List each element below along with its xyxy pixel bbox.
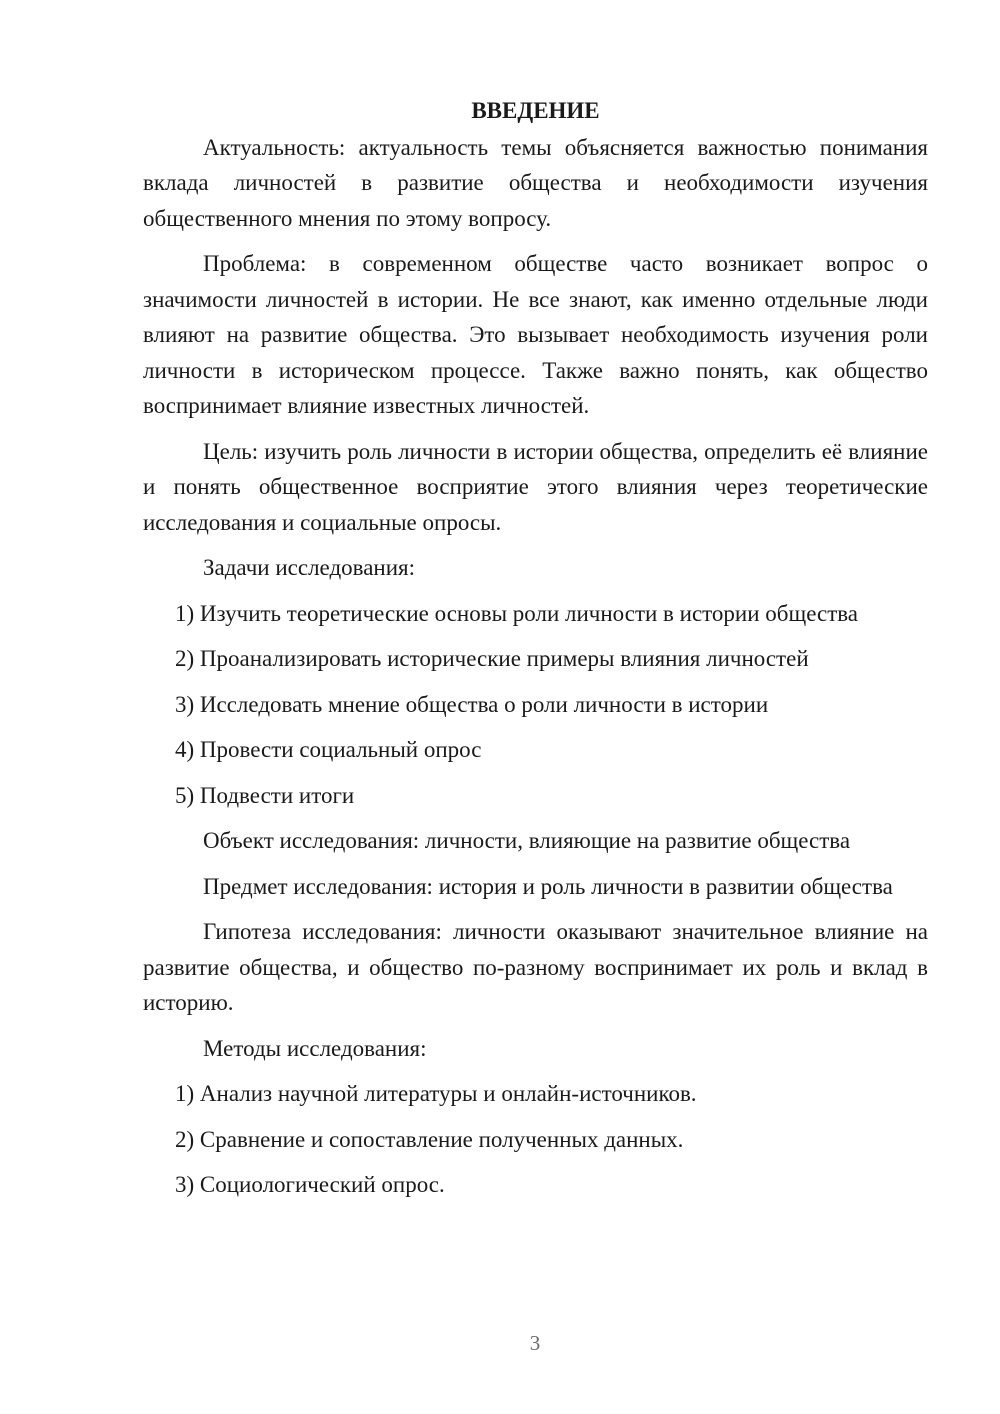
methods-heading: Методы исследования: [203,1035,427,1061]
problem-paragraph: Проблема: в современном обществе часто возникает вопрос о значимости личностей в истории. Не все знают, как именно отдельные люди влияют на развитие общества. Это вызывает необходимость изучения роли личности в историческом процессе. Также важно понять, как общество воспринимает влияние известных личностей. [143,251,928,418]
task-item: 4) Провести социальный опрос [175,737,482,762]
task-item: 2) Проанализировать исторические примеры влияния личностей [175,646,809,671]
task-item: 1) Изучить теоретические основы роли личности в истории общества [175,600,859,626]
subject-paragraph: Предмет исследования: история и роль личности в развитии общества [203,873,893,899]
task-item: 3) Исследовать мнение общества о роли личности в истории [175,691,769,717]
method-item: 1) Анализ научной литературы и онлайн-источников. [175,1081,697,1106]
relevance-paragraph: Актуальность: актуальность темы объясняется важностью понимания вклада личностей в развитие общества и необходимости изучения общественного мнения по этому вопросу. [143,134,928,231]
section-title: ВВЕДЕНИЕ [471,98,600,123]
methods-list [143,1076,928,1203]
page-number: 3 [529,1331,541,1355]
hypothesis-paragraph: Гипотеза исследования: личности оказывают значительное влияние на развитие общества, и общество по-разному воспринимает их роль и вклад в историю. [143,919,928,1015]
tasks-heading: Задачи исследования: [203,555,416,580]
method-item: 3) Социологический опрос. [175,1172,445,1197]
method-item: 2) Сравнение и сопоставление полученных данных. [175,1126,684,1152]
object-paragraph: Объект исследования: личности, влияющие на развитие общества [203,828,851,853]
tasks-list [143,596,928,814]
document-body [143,93,928,1213]
task-item: 5) Подвести итоги [175,782,355,808]
goal-paragraph: Цель: изучить роль личности в истории общества, определить её влияние и понять общественное восприятие этого влияния через теоретические исследования и социальные опросы. [143,438,928,535]
